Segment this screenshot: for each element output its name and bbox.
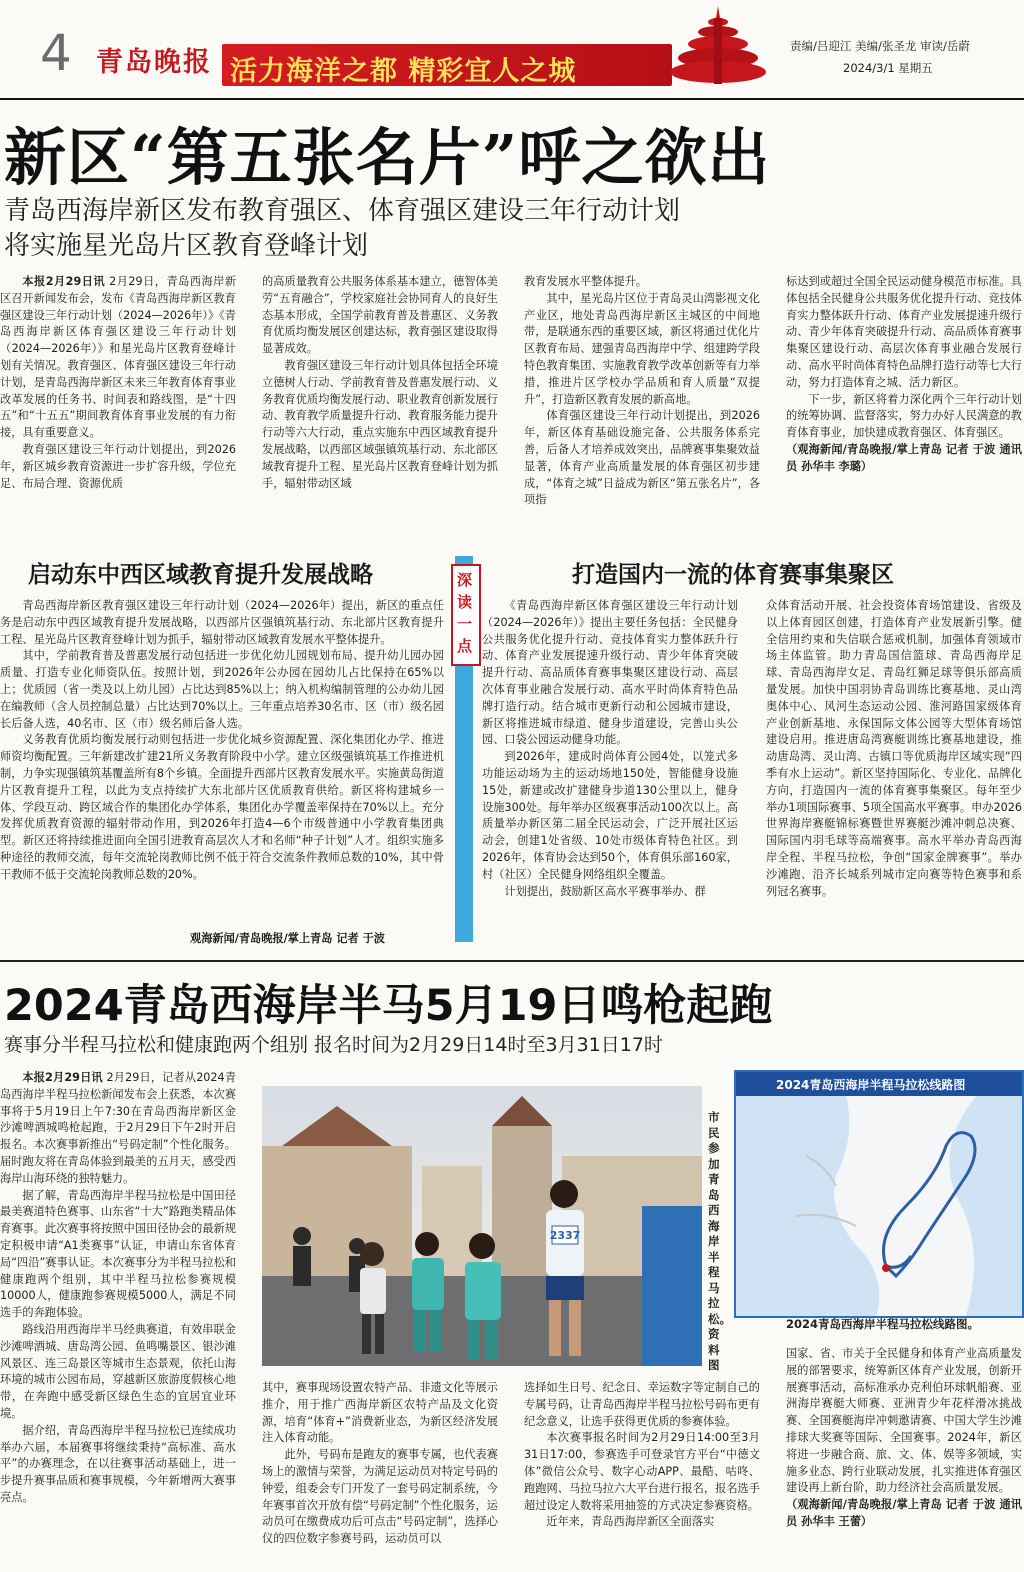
article1-text: 下一步，新区将着力深化两个三年行动计划的统筹协调、监督落实，努力办好人民满意的教育体育事业，加快建成教育强区、体育强区。 bbox=[786, 392, 1022, 440]
deep-read-right-column-1 bbox=[482, 598, 738, 948]
page-number: 4 bbox=[40, 24, 72, 82]
deep-read-right-column-2 bbox=[766, 598, 1022, 948]
article2-text: 近年来，青岛西海岸新区全面落实 bbox=[546, 1515, 715, 1529]
article1-credit: （观海新闻/青岛晚报/掌上青岛 记者 于波 通讯员 孙华丰 李璐） bbox=[786, 442, 1022, 473]
article2-text: 选择如生日号、纪念日、幸运数字等定制自己的专属号码，让青岛西海岸半程马拉松号码布更有纪念意义，让选手获得更优质的参赛体验。 bbox=[524, 1381, 760, 1428]
deep-read-text: 其中，学前教育普及普惠发展行动包括进一步优化幼儿园规划布局、提升幼儿园办园质量、打造专业化师资队伍。按照计划，到2026年公办园在园幼儿占比保持在65%以上；优质园（省一类及以上幼儿园）占比达到85%以上；纳入机构编制管理的公办幼儿园在编教师（含人员控制总量）占比达到70%以上。三年重点培养30名市、区（市）级名园长后备人选，40名市、区（市）级名师后备人选。 bbox=[0, 649, 444, 730]
bib-number-text: 2337 bbox=[549, 1229, 581, 1242]
slogan-text: 活力海洋之都 精彩宜人之城 bbox=[230, 56, 577, 87]
article1-headline: 新区“第五张名片”呼之欲出 bbox=[4, 121, 771, 194]
article2-credit: （观海新闻/青岛晚报/掌上青岛 记者 于波 通讯员 孙华丰 王蕾） bbox=[786, 1498, 1022, 1528]
article2-dateline: 本报2月29日讯 bbox=[22, 1071, 103, 1084]
article1-column-4 bbox=[786, 274, 1022, 532]
deep-read-text: 计划提出，鼓励新区高水平赛事举办、群 bbox=[504, 884, 706, 898]
article1-column-2 bbox=[262, 274, 498, 532]
deep-read-text: 青岛西海岸新区教育强区建设三年行动计划（2024—2026年）提出，新区的重点任务是启动东中西区域教育提升发展战略，以西部片区强镇筑基行动、东北部片区教育提升工程、星光岛片区教育登峰计划为抓手，辐射带动区域教育发展水平整体提升。 bbox=[0, 599, 444, 646]
map-caption: 2024青岛西海岸半程马拉松线路图。 bbox=[786, 1317, 980, 1331]
masthead-rule bbox=[0, 98, 1024, 100]
deep-read-left-title: 启动东中西区域教育提升发展战略 bbox=[28, 561, 373, 588]
article2-text: 其中，赛事现场设置农特产品、非遗文化等展示推介，用于推广西海岸新区农特产品及文化资源，培育“体育+”消费新业态，为新区经济发展注入体育动能。 bbox=[262, 1381, 498, 1445]
section-rule bbox=[0, 960, 1024, 962]
route-start-marker bbox=[882, 1264, 890, 1272]
route-map bbox=[734, 1070, 1024, 1318]
photo-caption: 市民参加青岛西海岸半程马拉松。资料图 bbox=[708, 1110, 731, 1372]
article1-text: 教育强区建设三年行动计划提出，到2026年，新区城乡教育资源进一步扩容升级，学位充足、布局合理、资源优质 bbox=[0, 442, 236, 490]
article1-subhead-2: 将实施星光岛片区教育登峰计划 bbox=[4, 231, 369, 261]
article2-text: 据介绍，青岛西海岸半程马拉松已连续成功举办六届，本届赛事将继续秉持“高标准、高水平”的办赛理念，在以往赛事活动基础上，进一步提升赛事品质和赛事规模，今年新增两大赛事亮点。 bbox=[0, 1423, 236, 1504]
article2-text: 此外，号码布是跑友的赛事专属，也代表赛场上的激情与荣誉，为满足运动员对特定号码的钟爱，组委会专门开发了一套号码定制系统，今年赛事首次开放有偿“号码定制”个性化服务，运动员可在缴费成功后可点击“号码定制”，选择心仪的四位数字参赛号码，运动员可以 bbox=[262, 1448, 498, 1546]
article2-column-4 bbox=[786, 1346, 1022, 1572]
article2-text: 路线沿用西海岸半马经典赛道，有效串联金沙滩啤酒城、唐岛湾公园、鱼鸣嘴景区、银沙滩风景区、连三岛景区等城市生态景观，依托山海环境的城市公园布局，穿越新区旅游度假核心地带，在奔跑中感受新区绿色生态的宜居宜业环境。 bbox=[0, 1322, 236, 1420]
tower-logo-icon bbox=[668, 4, 768, 88]
route-map-title: 2024青岛西海岸半程马拉松线路图 bbox=[776, 1078, 966, 1092]
article2-text: 国家、省、市关于全民健身和体育产业高质量发展的部署要求，统筹新区体育产业发展，创新开展赛事活动，高标准承办克利伯环球帆船赛、亚洲海岸赛艇大师赛、亚洲青少年花样滑冰挑战赛、全国赛艇海岸冲刺邀请赛、中国大学生沙滩排球大奖赛等国际、全国赛事。2024年，新区将进一步融合商、旅、文、体、娱等多领域，实施多业态、跨行业联动发展，扎实推进体育强区建设再上新台阶，助力经济社会高质量发展。 bbox=[786, 1347, 1022, 1495]
editor-credits: 责编/吕迎江 美编/张圣龙 审读/岳蔚 bbox=[790, 39, 970, 53]
article1-text: 标达到或超过全国全民运动健身模范市标准。具体包括全民健身公共服务优化提升行动、竞技体育实力整体跃升行动、体育产业发展提速升级行动、青少年体育突破提升行动、高品质体育赛事集聚区建设行动、高层次体育事业融合发展行动、高水平时尚体育特色品牌打造行动等七大行动，努力打造体育之城、活力新区。 bbox=[786, 275, 1022, 389]
article1-column-1 bbox=[0, 274, 236, 532]
article1-text: 2月29日，青岛西海岸新区召开新闻发布会，发布《青岛西海岸新区教育强区建设三年行动计划（2024—2026年）》《青岛西海岸新区体育强区建设三年行动计划（2024—2026年）》和星光岛片区教育登峰计划有关情况。教育强区、体育强区建设三年行动计划，是青岛西海岸新区未来三年教育体育事业改革发展的任务书、时间表和路线图，是“十四五”和“十五五”期间教育体育事业发展的有力衔接，具有重要意义。 bbox=[0, 275, 236, 440]
article2-headline: 2024青岛西海岸半马5月19日鸣枪起跑 bbox=[4, 981, 773, 1031]
article2-subhead: 赛事分半程马拉松和健康跑两个组别 报名时间为2月29日14时至3月31日17时 bbox=[4, 1034, 663, 1056]
article1-text: 教育发展水平整体提升。 bbox=[524, 275, 648, 288]
article2-column-2 bbox=[262, 1380, 498, 1572]
article2-column-3 bbox=[524, 1380, 760, 1572]
deep-read-left-credit: 观海新闻/青岛晚报/掌上青岛 记者 于波 bbox=[186, 930, 385, 946]
article1-text: 教育强区建设三年行动计划具体包括全环境立德树人行动、学前教育普及普惠发展行动、义务教育优质均衡发展行动、职业教育创新发展行动、教育教学质量提升行动、教育服务能力提升行动等六大行动，重点实施东中西区域教育提升发展战略，以西部区域强镇筑基行动、东北部区域教育提升工程、星光岛片区教育登峰计划为抓手，辐射带动区域 bbox=[262, 358, 498, 490]
article1-subhead-1: 青岛西海岸新区发布教育强区、体育强区建设三年行动计划 bbox=[4, 196, 681, 226]
article1-column-3 bbox=[524, 274, 760, 532]
issue-date: 2024/3/1 星期五 bbox=[843, 61, 933, 75]
marathon-photo bbox=[262, 1086, 702, 1366]
deep-read-text: 到2026年，建成时尚体育公园4处，以笼式多功能运动场为主的运动场地150处，智能健身设施15处，新建或改扩建健身步道130公里以上，健身设施300处。每年举办区级赛事活动100次以上。高质量举办新区第二届全民运动会，广泛开展社区运动会，创建1处省级、10处市级体育特色社区。到2026年，体育协会达到50个，体育俱乐部160家，村（社区）全民健身网络组织全覆盖。 bbox=[482, 750, 738, 881]
deep-read-text: 《青岛西海岸新区体育强区建设三年行动计划（2024—2026年）》提出主要任务包括：全民健身公共服务优化提升行动、竞技体育实力整体跃升行动、体育产业发展提速升级行动、青少年体育突破提升行动、高品质体育赛事集聚区建设行动、高层次体育事业融合发展行动、高水平时尚体育特色品牌打造行动。结合城市更新行动和公园城市建设，新区将推进城市绿道、健身步道建设，完善山头公园、口袋公园运动健身功能。 bbox=[482, 599, 738, 747]
deep-read-right-title: 打造国内一流的体育赛事集聚区 bbox=[572, 561, 894, 588]
article2-text: 据了解，青岛西海岸半程马拉松是中国田径最美赛道特色赛事、山东省“十大”路跑类精品体育赛事。此次赛事将按照中国田径协会的最新规定积极申请“A1类赛事”认证，申请山东省体育局“四沿”赛事认证。本次赛事分为半程马拉松和健康跑两个组别，其中半程马拉松参赛规模10000人，健康跑参赛规模5000人，满足不同选手的奔跑体验。 bbox=[0, 1188, 236, 1320]
route-map-drawing bbox=[736, 1096, 1022, 1316]
deep-read-text: 众体育活动开展、社会投资体育场馆建设、省级及以上体育园区创建，打造体育产业发展新引擎。健全信用约束和失信联合惩戒机制，加强体育领域市场主体监管。助力青岛国信篮球、青岛西海岸足球、青岛西海岸女足、青岛红狮足球等俱乐部高质量发展。加快中国羽协青岛训练比赛基地、灵山湾奥体中心、风河生态运动公园、淮河路国家级体育产业创新基地、永保国际文体公园等大型体育场馆建设启用。推进唐岛湾赛艇训练比赛基地建设，推动唐岛湾、灵山湾、古镇口等优质海岸区域实现“四季有水上运动”。新区坚持国际化、专业化、品牌化方向，打造国内一流的体育赛事集聚区。每年至少举办1项国际赛事、5项全国高水平赛事。申办2026世界海岸赛艇锦标赛暨世界赛艇沙滩冲刺总决赛、国际国内羽毛球等高端赛事。高水平举办青岛西海岸全程、半程马拉松，争创“国家金牌赛事”。举办沙滩跑、沿齐长城系列城市定向赛等特色赛事和系列冠名赛事。 bbox=[766, 599, 1022, 898]
article1-text: 的高质量教育公共服务体系基本建立，德智体美劳“五育融合”，学校家庭社会协同育人的良好生态基本形成，全国学前教育普及普惠区、义务教育优质均衡发展区创建达标，教育强区建设取得显著成效。 bbox=[262, 275, 498, 356]
deep-read-left-column bbox=[0, 598, 444, 948]
deep-read-text: 义务教育优质均衡发展行动则包括进一步优化城乡资源配置、深化集团化办学、推进师资均衡配置。三年新建改扩建21所义务教育阶段中小学。建立区级强镇筑基工作推进机制，力争实现强镇筑基覆盖所有8个乡镇。全面提升西部片区教育发展水平。实施黄岛街道片区教育提升工程，以此为支点持续扩大东北部片区优质教育供给。新区将构建城乡一体、学段互动、跨区域合作的集团化办学体系，集团化办学覆盖率保持在70%以上。充分发挥优质教育资源的辐射带动作用，到2026年打造4—6个市级普通中小学教育集团典型。新区还将持续推进面向全国引进教育高层次人才和名师“种子计划”人才。组织实施多种途径的教师交流，每年交流轮岗教师比例不低于符合交流条件教师总数的10%，其中骨干教师不低于交流轮岗教师总数的20%。 bbox=[0, 733, 444, 881]
article1-dateline: 本报2月29日讯 bbox=[22, 275, 106, 288]
paper-name: 青岛晚报 bbox=[96, 47, 212, 78]
deep-read-label: 深读一点 bbox=[457, 571, 473, 655]
article1-text: 体育强区建设三年行动计划提出，到2026年，新区体育基础设施完备、公共服务体系完善，后备人才培养成效突出，品牌赛事集聚效益显著，体育产业高质量发展的体育强区初步建成，“体育之城”日益成为新区“第五张名片”，各项指 bbox=[524, 409, 760, 507]
article2-column-1 bbox=[0, 1070, 236, 1572]
article2-text: 本次赛事报名时间为2月29日14:00至3月31日17:00，参赛选手可登录官方平台“中德文体”微信公众号、数字心动APP、最酷、咕咚、跑跑网、马拉马拉六大平台进行报名，报名选手超过设定人数将采用抽签的方式决定参赛资格。 bbox=[524, 1431, 760, 1512]
article1-text: 其中，星光岛片区位于青岛灵山湾影视文化产业区，地处青岛西海岸新区主城区的中间地带，是联通东西的重要区域，新区将通过优化片区教育布局、建强青岛西海岸中学、组建跨学段特色教育集团、实施教育教学改革创新等有力举措，推进片区学校办学品质和育人质量“双提升”，打造新区教育发展的新高地。 bbox=[524, 291, 760, 406]
article2-text: 2月29日，记者从2024青岛西海岸半程马拉松新闻发布会上获悉，本次赛事将于5月19日上午7:30在青岛西海岸新区金沙滩啤酒城鸣枪起跑，于2月29日下午2时开启报名。本次赛事新推出“号码定制”个性化服务。届时跑友将在青岛体验到最美的五月天，感受西海岸山海环绕的独特魅力。 bbox=[0, 1071, 236, 1185]
